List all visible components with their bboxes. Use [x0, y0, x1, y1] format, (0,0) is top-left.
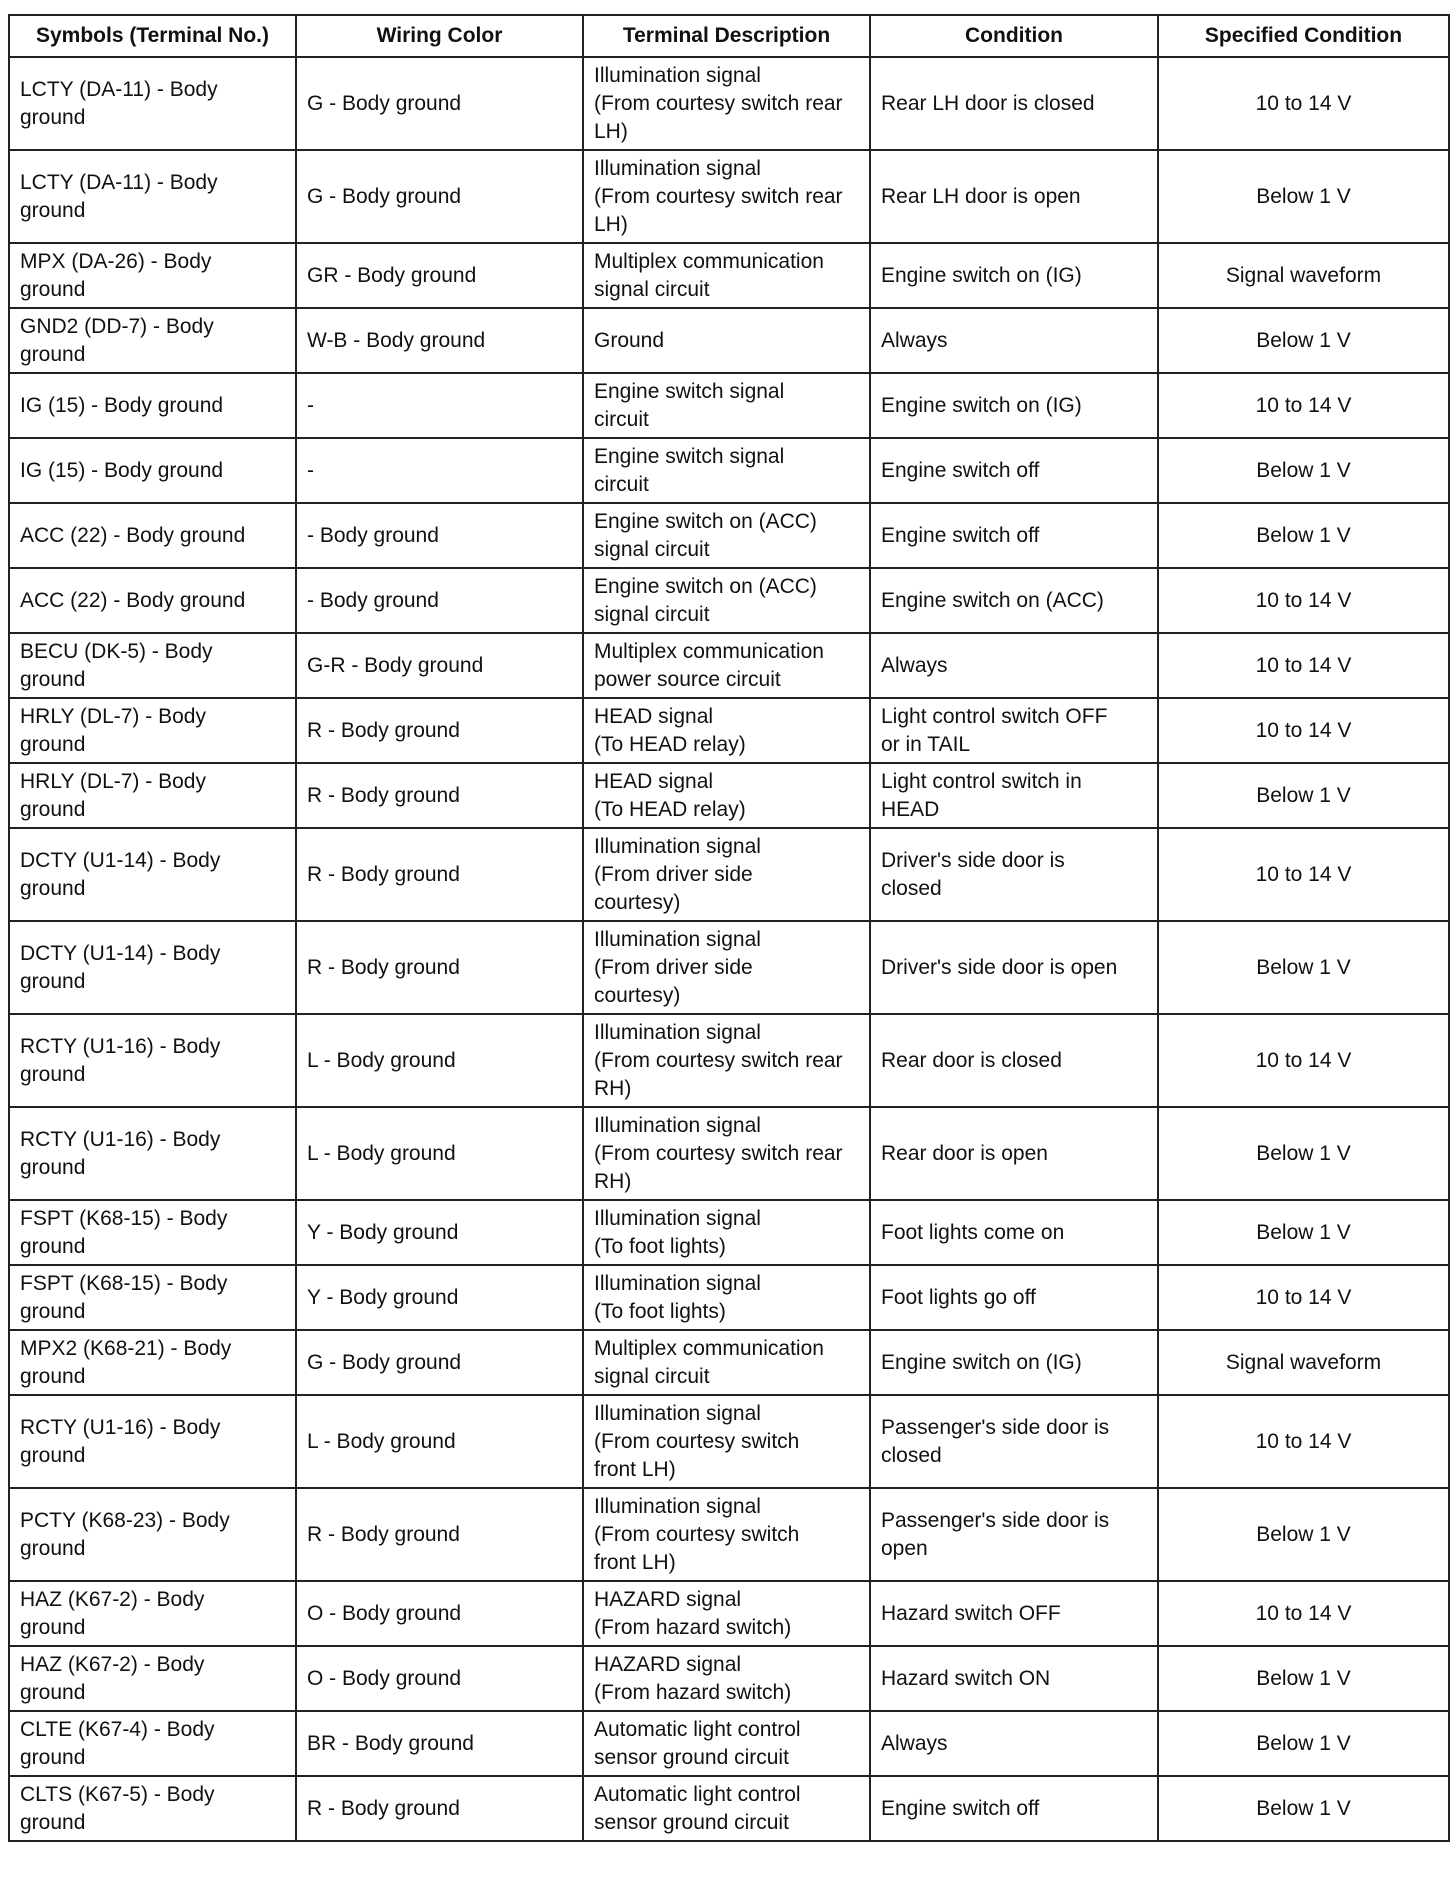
specified-condition-cell: [1158, 921, 1449, 1014]
symbol-cell: [9, 698, 296, 763]
terminal-description-cell: [583, 763, 870, 828]
symbol-cell-text: HAZ (K67-2) - Body ground: [20, 1587, 205, 1639]
condition-cell: [870, 1265, 1158, 1330]
terminal-description-cell-text: HAZARD signal (From hazard switch): [594, 1587, 792, 1639]
wiring-color-cell: [296, 243, 583, 308]
document-page: [8, 14, 1448, 1842]
symbol-cell-text: ACC (22) - Body ground: [20, 588, 246, 612]
specified-condition-cell: [1158, 1200, 1449, 1265]
wiring-color-cell-text: -: [307, 393, 314, 417]
terminal-description-cell-text: Illumination signal (To foot lights): [594, 1206, 761, 1258]
specified-condition-cell: [1158, 308, 1449, 373]
wiring-color-cell-text: R - Body ground: [307, 955, 460, 979]
terminal-description-cell: [583, 1265, 870, 1330]
condition-cell: [870, 438, 1158, 503]
terminal-description-cell: [583, 373, 870, 438]
terminal-description-cell: [583, 828, 870, 921]
terminal-description-cell-text: Illumination signal (From courtesy switch rear LH): [594, 63, 843, 143]
terminal-description-cell: [583, 438, 870, 503]
condition-cell: [870, 1646, 1158, 1711]
specified-condition-cell-text: Below 1 V: [1256, 458, 1351, 482]
wiring-color-cell-text: GR - Body ground: [307, 263, 477, 287]
table-row: [9, 57, 1449, 150]
condition-cell-text: Hazard switch ON: [881, 1666, 1051, 1690]
wiring-color-cell: [296, 698, 583, 763]
specified-condition-cell: [1158, 633, 1449, 698]
symbol-cell-text: BECU (DK-5) - Body ground: [20, 639, 213, 691]
wiring-color-cell-text: R - Body ground: [307, 783, 460, 807]
specified-condition-cell-text: 10 to 14 V: [1255, 653, 1352, 677]
wiring-color-cell: [296, 1711, 583, 1776]
condition-cell: [870, 921, 1158, 1014]
terminal-description-cell: [583, 308, 870, 373]
table-row: [9, 1107, 1449, 1200]
header-condition: Condition: [870, 15, 1158, 57]
specified-condition-cell: [1158, 698, 1449, 763]
symbol-cell-text: LCTY (DA-11) - Body ground: [20, 77, 218, 129]
condition-cell-text: Foot lights go off: [881, 1285, 1036, 1309]
condition-cell: [870, 763, 1158, 828]
condition-cell: [870, 1014, 1158, 1107]
terminal-description-cell: [583, 1014, 870, 1107]
wiring-color-cell: [296, 633, 583, 698]
condition-cell: [870, 1330, 1158, 1395]
symbol-cell: [9, 373, 296, 438]
symbol-cell: [9, 438, 296, 503]
condition-cell-text: Engine switch on (IG): [881, 263, 1082, 287]
condition-cell: [870, 1581, 1158, 1646]
terminal-description-cell-text: Illumination signal (To foot lights): [594, 1271, 761, 1323]
wiring-color-cell: [296, 308, 583, 373]
specified-condition-cell: [1158, 1330, 1449, 1395]
symbol-cell: [9, 1711, 296, 1776]
symbol-cell-text: FSPT (K68-15) - Body ground: [20, 1206, 228, 1258]
wiring-color-cell: [296, 1330, 583, 1395]
terminal-description-cell-text: Multiplex communication power source circuit: [594, 639, 824, 691]
symbol-cell-text: HRLY (DL-7) - Body ground: [20, 769, 206, 821]
symbol-cell: [9, 1488, 296, 1581]
specified-condition-cell-text: 10 to 14 V: [1255, 1048, 1352, 1072]
wiring-color-cell-text: R - Body ground: [307, 718, 460, 742]
specified-condition-cell-text: 10 to 14 V: [1255, 393, 1352, 417]
symbol-cell-text: FSPT (K68-15) - Body ground: [20, 1271, 228, 1323]
condition-cell-text: Engine switch on (IG): [881, 393, 1082, 417]
specified-condition-cell: [1158, 1014, 1449, 1107]
symbol-cell-text: CLTS (K67-5) - Body ground: [20, 1782, 215, 1834]
specified-condition-cell: [1158, 57, 1449, 150]
condition-cell-text: Light control switch OFF or in TAIL: [881, 704, 1108, 756]
terminal-description-cell-text: Automatic light control sensor ground circuit: [594, 1717, 801, 1769]
table-row: [9, 1265, 1449, 1330]
condition-cell-text: Light control switch in HEAD: [881, 769, 1082, 821]
table-header-row: [9, 15, 1449, 57]
wiring-color-cell-text: G-R - Body ground: [307, 653, 484, 677]
table-row: [9, 503, 1449, 568]
wiring-color-cell-text: G - Body ground: [307, 184, 462, 208]
terminal-description-cell-text: Engine switch signal circuit: [594, 444, 785, 496]
wiring-color-cell-text: L - Body ground: [307, 1048, 456, 1072]
specified-condition-cell-text: Below 1 V: [1256, 1796, 1351, 1820]
condition-cell-text: Rear door is closed: [881, 1048, 1062, 1072]
condition-cell: [870, 1488, 1158, 1581]
terminal-description-cell: [583, 1646, 870, 1711]
terminal-description-cell-text: Engine switch signal circuit: [594, 379, 785, 431]
terminal-description-cell: [583, 57, 870, 150]
specified-condition-cell: [1158, 828, 1449, 921]
symbol-cell: [9, 633, 296, 698]
terminal-description-cell-text: Illumination signal (From courtesy switch front LH): [594, 1401, 800, 1481]
symbol-cell: [9, 1581, 296, 1646]
wiring-color-cell: [296, 1488, 583, 1581]
specified-condition-cell-text: 10 to 14 V: [1255, 1601, 1352, 1625]
header-terminal-description: Terminal Description: [583, 15, 870, 57]
specified-condition-cell: [1158, 150, 1449, 243]
specified-condition-cell-text: Below 1 V: [1256, 1141, 1351, 1165]
wiring-color-cell-text: Y - Body ground: [307, 1220, 459, 1244]
symbol-cell-text: RCTY (U1-16) - Body ground: [20, 1127, 221, 1179]
symbol-cell-text: RCTY (U1-16) - Body ground: [20, 1034, 221, 1086]
specified-condition-cell: [1158, 1776, 1449, 1841]
wiring-color-cell-text: BR - Body ground: [307, 1731, 474, 1755]
condition-cell: [870, 150, 1158, 243]
terminal-description-cell: [583, 503, 870, 568]
terminal-description-cell-text: Automatic light control sensor ground circuit: [594, 1782, 801, 1834]
specified-condition-cell-text: Below 1 V: [1256, 523, 1351, 547]
terminal-description-cell-text: Illumination signal (From courtesy switch rear LH): [594, 156, 843, 236]
condition-cell-text: Engine switch off: [881, 523, 1040, 547]
condition-cell: [870, 1711, 1158, 1776]
wiring-color-cell-text: L - Body ground: [307, 1141, 456, 1165]
table-row: [9, 1395, 1449, 1488]
wiring-color-cell: [296, 150, 583, 243]
header-wiring-color: Wiring Color: [296, 15, 583, 57]
condition-cell-text: Always: [881, 1731, 948, 1755]
terminal-description-cell-text: HAZARD signal (From hazard switch): [594, 1652, 792, 1704]
condition-cell-text: Driver's side door is closed: [881, 848, 1065, 900]
symbol-cell: [9, 1776, 296, 1841]
table-body: [9, 57, 1449, 1841]
specified-condition-cell: [1158, 373, 1449, 438]
table-row: [9, 698, 1449, 763]
wiring-color-cell: [296, 1014, 583, 1107]
terminal-description-cell-text: Illumination signal (From courtesy switch rear RH): [594, 1113, 843, 1193]
specified-condition-cell-text: Below 1 V: [1256, 1666, 1351, 1690]
table-row: [9, 1581, 1449, 1646]
symbol-cell: [9, 243, 296, 308]
condition-cell: [870, 568, 1158, 633]
condition-cell-text: Foot lights come on: [881, 1220, 1065, 1244]
symbol-cell-text: IG (15) - Body ground: [20, 393, 224, 417]
terminal-description-cell-text: Multiplex communication signal circuit: [594, 1336, 824, 1388]
table-row: [9, 150, 1449, 243]
wiring-color-cell: [296, 1107, 583, 1200]
symbol-cell: [9, 1646, 296, 1711]
terminal-description-cell-text: Ground: [594, 328, 665, 352]
terminal-description-cell: [583, 568, 870, 633]
wiring-color-cell-text: R - Body ground: [307, 1522, 460, 1546]
condition-cell: [870, 308, 1158, 373]
table-row: [9, 633, 1449, 698]
wiring-color-cell-text: G - Body ground: [307, 1350, 462, 1374]
specified-condition-cell-text: 10 to 14 V: [1255, 588, 1352, 612]
header-symbols: Symbols (Terminal No.): [9, 15, 296, 57]
specified-condition-cell-text: Below 1 V: [1256, 328, 1351, 352]
terminal-description-cell: [583, 1330, 870, 1395]
terminal-description-cell-text: Illumination signal (From driver side courtesy): [594, 834, 761, 914]
terminal-description-cell-text: Multiplex communication signal circuit: [594, 249, 824, 301]
wiring-color-cell: [296, 763, 583, 828]
condition-cell: [870, 633, 1158, 698]
symbol-cell-text: HRLY (DL-7) - Body ground: [20, 704, 206, 756]
specified-condition-cell-text: Signal waveform: [1225, 1350, 1382, 1374]
symbol-cell: [9, 1107, 296, 1200]
specified-condition-cell-text: 10 to 14 V: [1255, 862, 1352, 886]
condition-cell-text: Rear LH door is open: [881, 184, 1081, 208]
wiring-color-cell-text: - Body ground: [307, 523, 439, 547]
symbol-cell: [9, 1265, 296, 1330]
wiring-color-cell: [296, 1265, 583, 1330]
condition-cell: [870, 373, 1158, 438]
table-row: [9, 243, 1449, 308]
symbol-cell-text: IG (15) - Body ground: [20, 458, 224, 482]
specified-condition-cell: [1158, 243, 1449, 308]
condition-cell: [870, 1200, 1158, 1265]
terminal-description-cell-text: HEAD signal (To HEAD relay): [594, 704, 746, 756]
condition-cell-text: Engine switch on (ACC): [881, 588, 1104, 612]
wiring-color-cell-text: O - Body ground: [307, 1666, 462, 1690]
table-row: [9, 1488, 1449, 1581]
wiring-color-cell-text: - Body ground: [307, 588, 439, 612]
terminal-description-cell: [583, 698, 870, 763]
table-row: [9, 921, 1449, 1014]
symbol-cell: [9, 150, 296, 243]
symbol-cell: [9, 763, 296, 828]
symbol-cell-text: GND2 (DD-7) - Body ground: [20, 314, 214, 366]
condition-cell: [870, 57, 1158, 150]
terminal-description-cell: [583, 1581, 870, 1646]
symbol-cell: [9, 1395, 296, 1488]
terminal-description-cell-text: Illumination signal (From courtesy switch front LH): [594, 1494, 800, 1574]
specified-condition-cell: [1158, 568, 1449, 633]
table-row: [9, 1711, 1449, 1776]
wiring-color-cell: [296, 1200, 583, 1265]
terminal-description-cell: [583, 921, 870, 1014]
terminal-description-cell-text: Engine switch on (ACC) signal circuit: [594, 509, 817, 561]
specified-condition-cell-text: 10 to 14 V: [1255, 718, 1352, 742]
symbol-cell-text: CLTE (K67-4) - Body ground: [20, 1717, 215, 1769]
table-row: [9, 438, 1449, 503]
symbol-cell-text: RCTY (U1-16) - Body ground: [20, 1415, 221, 1467]
wiring-color-cell: [296, 438, 583, 503]
terminal-description-cell: [583, 1200, 870, 1265]
condition-cell: [870, 698, 1158, 763]
wiring-color-cell-text: W-B - Body ground: [307, 328, 486, 352]
table-row: [9, 1646, 1449, 1711]
symbol-cell-text: ACC (22) - Body ground: [20, 523, 246, 547]
table-row: [9, 1330, 1449, 1395]
specified-condition-cell: [1158, 438, 1449, 503]
table-row: [9, 1014, 1449, 1107]
header-specified-condition: Specified Condition: [1158, 15, 1449, 57]
wiring-color-cell: [296, 1776, 583, 1841]
wiring-color-cell-text: R - Body ground: [307, 1796, 460, 1820]
specified-condition-cell-text: Below 1 V: [1256, 1220, 1351, 1244]
wiring-color-cell-text: -: [307, 458, 314, 482]
terminal-spec-table: [8, 14, 1450, 1842]
wiring-color-cell: [296, 921, 583, 1014]
table-row: [9, 1200, 1449, 1265]
condition-cell-text: Rear LH door is closed: [881, 91, 1095, 115]
symbol-cell: [9, 1330, 296, 1395]
table-row: [9, 763, 1449, 828]
condition-cell-text: Passenger's side door is open: [881, 1508, 1110, 1560]
symbol-cell: [9, 1014, 296, 1107]
wiring-color-cell-text: R - Body ground: [307, 862, 460, 886]
terminal-description-cell: [583, 633, 870, 698]
terminal-description-cell-text: Engine switch on (ACC) signal circuit: [594, 574, 817, 626]
wiring-color-cell: [296, 1646, 583, 1711]
condition-cell-text: Hazard switch OFF: [881, 1601, 1061, 1625]
table-row: [9, 568, 1449, 633]
specified-condition-cell: [1158, 1581, 1449, 1646]
condition-cell-text: Engine switch on (IG): [881, 1350, 1082, 1374]
condition-cell-text: Always: [881, 653, 948, 677]
condition-cell: [870, 1776, 1158, 1841]
condition-cell: [870, 828, 1158, 921]
specified-condition-cell-text: Below 1 V: [1256, 1731, 1351, 1755]
condition-cell-text: Always: [881, 328, 948, 352]
wiring-color-cell-text: Y - Body ground: [307, 1285, 459, 1309]
terminal-description-cell-text: Illumination signal (From courtesy switch rear RH): [594, 1020, 843, 1100]
specified-condition-cell: [1158, 1395, 1449, 1488]
terminal-description-cell-text: HEAD signal (To HEAD relay): [594, 769, 746, 821]
specified-condition-cell-text: 10 to 14 V: [1255, 1285, 1352, 1309]
wiring-color-cell: [296, 57, 583, 150]
terminal-description-cell: [583, 1107, 870, 1200]
wiring-color-cell: [296, 503, 583, 568]
specified-condition-cell: [1158, 1107, 1449, 1200]
terminal-description-cell: [583, 1711, 870, 1776]
table-row: [9, 373, 1449, 438]
wiring-color-cell-text: L - Body ground: [307, 1429, 456, 1453]
specified-condition-cell-text: Signal waveform: [1225, 263, 1382, 287]
terminal-description-cell: [583, 150, 870, 243]
specified-condition-cell-text: Below 1 V: [1256, 1522, 1351, 1546]
specified-condition-cell-text: 10 to 14 V: [1255, 91, 1352, 115]
condition-cell: [870, 503, 1158, 568]
specified-condition-cell-text: Below 1 V: [1256, 955, 1351, 979]
specified-condition-cell-text: 10 to 14 V: [1255, 1429, 1352, 1453]
condition-cell: [870, 1107, 1158, 1200]
specified-condition-cell: [1158, 503, 1449, 568]
condition-cell-text: Passenger's side door is closed: [881, 1415, 1110, 1467]
terminal-description-cell: [583, 243, 870, 308]
symbol-cell-text: LCTY (DA-11) - Body ground: [20, 170, 218, 222]
symbol-cell: [9, 308, 296, 373]
specified-condition-cell: [1158, 1488, 1449, 1581]
specified-condition-cell: [1158, 763, 1449, 828]
symbol-cell-text: HAZ (K67-2) - Body ground: [20, 1652, 205, 1704]
wiring-color-cell: [296, 1581, 583, 1646]
table-row: [9, 1776, 1449, 1841]
table-row: [9, 308, 1449, 373]
specified-condition-cell: [1158, 1265, 1449, 1330]
wiring-color-cell: [296, 1395, 583, 1488]
terminal-description-cell: [583, 1395, 870, 1488]
specified-condition-cell: [1158, 1646, 1449, 1711]
terminal-description-cell: [583, 1488, 870, 1581]
condition-cell: [870, 243, 1158, 308]
condition-cell-text: Driver's side door is open: [881, 955, 1118, 979]
specified-condition-cell: [1158, 1711, 1449, 1776]
symbol-cell: [9, 568, 296, 633]
symbol-cell-text: DCTY (U1-14) - Body ground: [20, 848, 221, 900]
symbol-cell: [9, 921, 296, 1014]
symbol-cell: [9, 1200, 296, 1265]
symbol-cell: [9, 828, 296, 921]
condition-cell: [870, 1395, 1158, 1488]
symbol-cell: [9, 57, 296, 150]
wiring-color-cell: [296, 373, 583, 438]
wiring-color-cell-text: G - Body ground: [307, 91, 462, 115]
table-row: [9, 828, 1449, 921]
condition-cell-text: Engine switch off: [881, 1796, 1040, 1820]
symbol-cell-text: MPX2 (K68-21) - Body ground: [20, 1336, 232, 1388]
wiring-color-cell: [296, 568, 583, 633]
condition-cell-text: Rear door is open: [881, 1141, 1048, 1165]
symbol-cell-text: MPX (DA-26) - Body ground: [20, 249, 212, 301]
wiring-color-cell: [296, 828, 583, 921]
symbol-cell: [9, 503, 296, 568]
terminal-description-cell: [583, 1776, 870, 1841]
specified-condition-cell-text: Below 1 V: [1256, 184, 1351, 208]
wiring-color-cell-text: O - Body ground: [307, 1601, 462, 1625]
symbol-cell-text: DCTY (U1-14) - Body ground: [20, 941, 221, 993]
specified-condition-cell-text: Below 1 V: [1256, 783, 1351, 807]
terminal-description-cell-text: Illumination signal (From driver side courtesy): [594, 927, 761, 1007]
symbol-cell-text: PCTY (K68-23) - Body ground: [20, 1508, 230, 1560]
condition-cell-text: Engine switch off: [881, 458, 1040, 482]
